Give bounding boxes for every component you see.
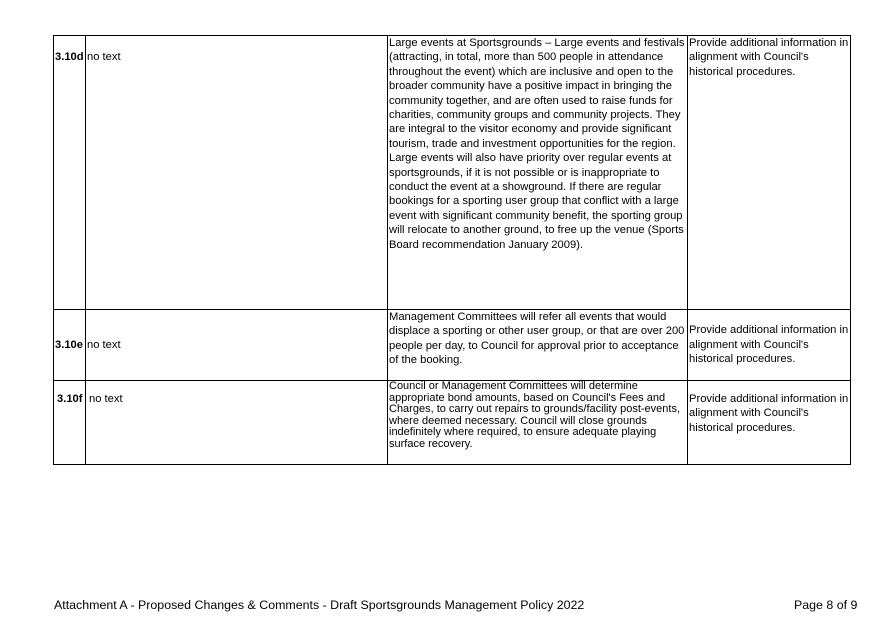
proposed-text — [388, 36, 688, 310]
table-row — [54, 36, 851, 310]
proposed-paragraph: Council or Management Committees will determine appropriate bond amounts, based on Council's Fees and Charges, to carry out repairs to grounds/facility post-events, where deemed necessary. Council will close grounds indefinitely where required, to ensure adequate playing surface recovery. — [389, 380, 681, 450]
clause-ref: 3.10f — [54, 381, 86, 465]
comment-text: Provide additional information in alignment with Council's historical procedures. — [688, 381, 851, 465]
proposed-text — [388, 381, 688, 465]
policy-changes-table — [53, 35, 851, 465]
proposed-text — [388, 310, 688, 381]
clause-ref: 3.10d — [54, 36, 86, 310]
footer-title: Attachment A - Proposed Changes & Comments - Draft Sportsgrounds Management Policy 2022 — [54, 598, 585, 612]
proposed-paragraph: Management Committees will refer all events that would displace a sporting or other user group, or that are over 200 people per day, to Council for approval prior to acceptance of the booking. — [389, 311, 685, 367]
proposed-paragraph: Large events will also have priority over regular events at sportsgrounds, if it is not possible or is inappropriate to conduct the event at a showground. If there are regular bookings for a sporting user group that conflict with a large event with significant community benefit, the sporting group will relocate to another ground, to free up the venue (Sports Board recommendation January 2009). — [389, 152, 684, 251]
original-text: no text — [86, 381, 388, 465]
original-text: no text — [86, 36, 388, 310]
comment-text: Provide additional information in alignment with Council's historical procedures. — [688, 36, 851, 310]
comment-text: Provide additional information in alignment with Council's historical procedures. — [688, 310, 851, 381]
table-row — [54, 381, 851, 465]
page-number: Page 8 of 9 — [794, 598, 858, 612]
clause-ref: 3.10e — [54, 310, 86, 381]
proposed-paragraph: Large events at Sportsgrounds – Large events and festivals (attracting, in total, more than 500 people in attendance throughout the event) which are inclusive and open to the broader community have a positive impact in bringing the community together, and are often used to raise funds for charities, community groups and community projects. They are integral to the visitor economy and provide significant tourism, trade and investment opportunities for the region. — [389, 37, 685, 150]
table-row — [54, 310, 851, 381]
original-text: no text — [86, 310, 388, 381]
